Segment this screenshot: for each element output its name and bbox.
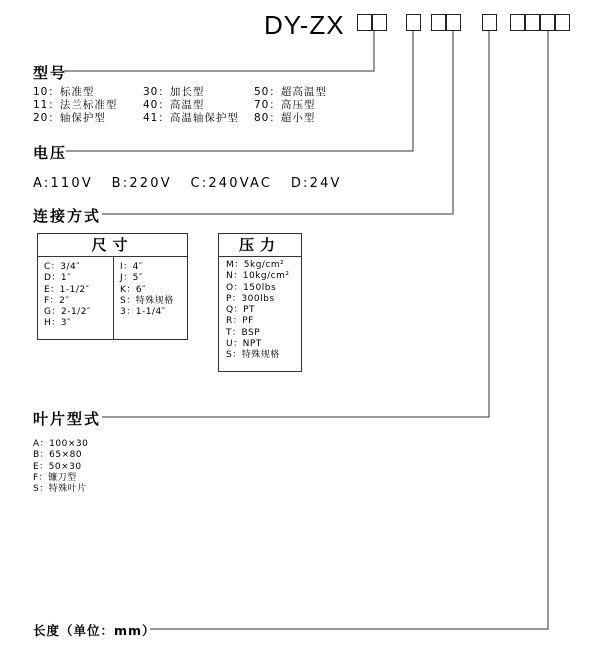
- pressure-item: S：特殊规格: [226, 350, 280, 361]
- code-box: [431, 14, 446, 31]
- size-item: C：3/4″: [44, 262, 81, 272]
- pressure-item: T：BSP: [226, 327, 261, 338]
- size-item: 3：1-1/4″: [120, 307, 166, 318]
- size-table: [37, 233, 188, 340]
- size-item: H：3″: [44, 318, 71, 329]
- size-item: G：2-1/2″: [44, 307, 91, 318]
- code-box: [406, 14, 421, 31]
- size-table-left: [44, 262, 91, 330]
- size-item: K：6″: [120, 284, 146, 295]
- size-item: E：1-1/2″: [44, 284, 90, 295]
- model-item: 50：超高温型: [254, 86, 327, 98]
- pressure-item: M：5kg/cm²: [226, 260, 285, 270]
- size-item: D：1″: [44, 273, 72, 284]
- model-code: DY-ZX: [264, 10, 345, 40]
- model-item: 20：轴保护型: [33, 112, 106, 124]
- blade-list: [33, 439, 88, 495]
- voltage-options: A:110V B:220V C:240VAC D:24V: [33, 176, 342, 191]
- pressure-item: R：PF: [226, 316, 254, 327]
- size-table-divider: [113, 256, 114, 339]
- model-item: 30：加长型: [143, 86, 205, 98]
- pressure-item: N：10kg/cm²: [226, 271, 290, 282]
- size-item: I：4″: [120, 262, 143, 272]
- section-title-length: 长度（单位：mm）: [33, 623, 156, 638]
- model-item: 11：法兰标准型: [33, 99, 118, 111]
- pressure-item: Q：PT: [226, 305, 256, 316]
- pressure-table: [218, 233, 302, 372]
- size-table-right: [120, 262, 174, 318]
- pressure-item: O：150lbs: [226, 282, 277, 293]
- blade-item: F：镰刀型: [33, 472, 77, 483]
- section-title-blade: 叶片型式: [33, 410, 102, 428]
- section-title-model: 型号: [33, 64, 68, 82]
- model-item: 70：高压型: [254, 99, 316, 111]
- section-title-connection: 连接方式: [33, 207, 102, 225]
- blade-item: E：50×30: [33, 461, 82, 472]
- model-item: 10：标准型: [33, 86, 95, 98]
- model-item: 40：高温型: [143, 99, 205, 111]
- model-item: 80：超小型: [254, 112, 316, 124]
- size-table-header: 尺寸: [38, 234, 187, 257]
- pressure-table-header: 压力: [219, 234, 301, 257]
- leader-voltage: [66, 31, 413, 151]
- code-box: [372, 14, 387, 31]
- size-item: J：5″: [120, 273, 143, 284]
- code-box: [555, 14, 570, 31]
- pressure-item: P：300lbs: [226, 293, 275, 304]
- blade-item: S：特殊叶片: [33, 484, 87, 495]
- pressure-item: U：NPT: [226, 339, 262, 350]
- section-title-voltage: 电压: [33, 144, 68, 162]
- code-box: [540, 14, 555, 31]
- code-box: [357, 14, 372, 31]
- blade-item: B：65×80: [33, 450, 83, 461]
- size-item: S：特殊规格: [120, 295, 174, 306]
- blade-item: A：100×30: [33, 439, 89, 449]
- code-box: [446, 14, 461, 31]
- code-box: [510, 14, 525, 31]
- model-item: 41：高温轴保护型: [143, 112, 239, 124]
- code-box: [482, 14, 497, 31]
- size-item: F：2″: [44, 295, 70, 306]
- code-box: [525, 14, 540, 31]
- pressure-list: [226, 260, 289, 362]
